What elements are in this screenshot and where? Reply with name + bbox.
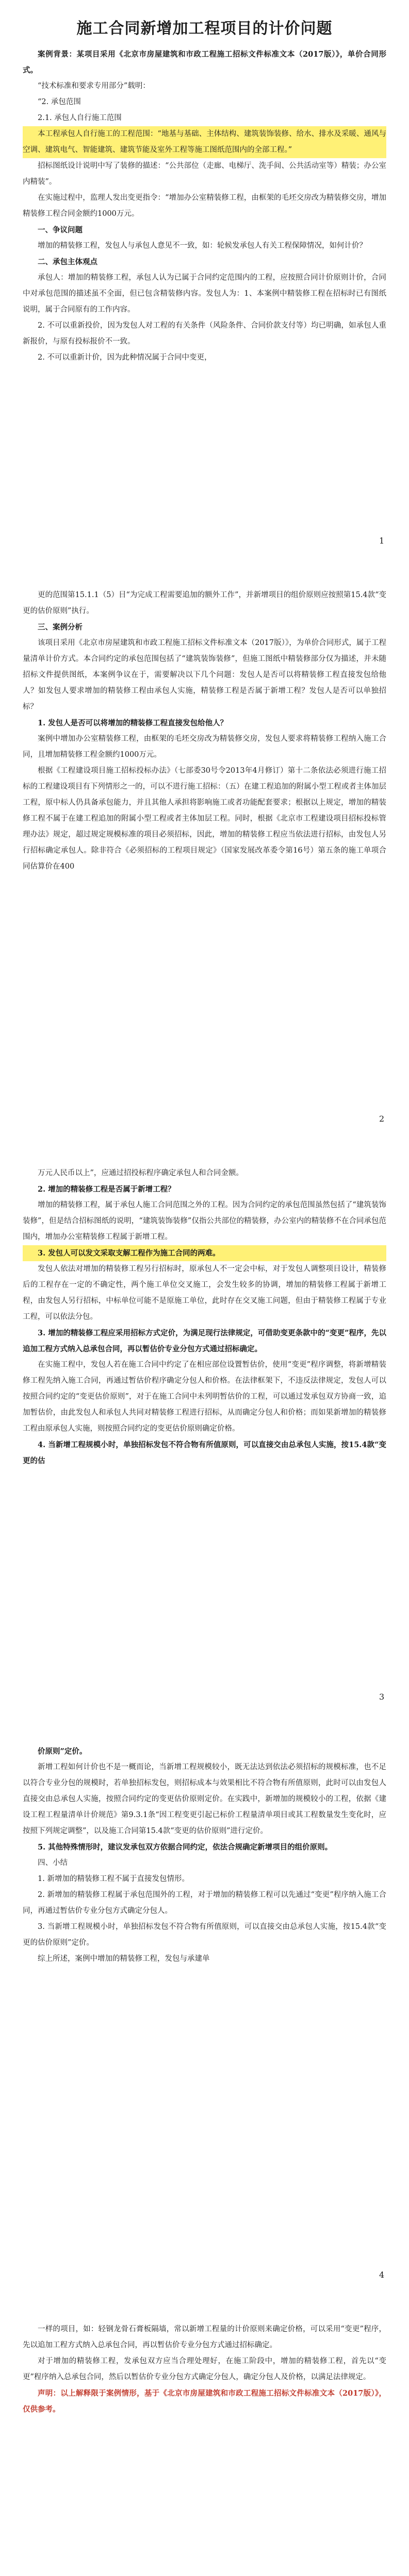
page3-body <box>23 1165 386 1469</box>
paragraph: 增加的精装修工程，属于承包人施工合同范围之外的工程。因为合同约定的承包范围虽然包括了“建筑装饰装修”，但是结合招标图纸的说明，“建筑装饰装修”仅指公共部位的精装修，办公室内的精装修不在合同承包范围内，增加办公室精装修工程属于新增工程。 <box>23 1201 386 1241</box>
paragraph: 案例背景：某项目采用《北京市房屋建筑和市政工程施工招标文件标准文本（2017版）》，单价合同形式。 <box>23 50 386 75</box>
paragraph: 2.1. 承包人自行施工范围 <box>38 114 122 122</box>
page-2 <box>0 578 409 1134</box>
page-1 <box>0 0 409 556</box>
paragraph: 承包人：增加的精装修工程，承包人认为已属于合同约定范围内的工程，应按照合同计价原则计价，合同中对承包范围的描述虽不全面，但已包含精装修内容。发包人为：1、本案例中精装修工程在招标时已有图纸说明，属于合同原有的工作内容。 <box>23 274 386 314</box>
paragraph: 三、案例分析 <box>38 623 83 632</box>
page-number: 2 <box>379 1114 385 1124</box>
paragraph: 声明：以上解释限于案例情形，基于《北京市房屋建筑和市政工程施工招标文件标准文本（2017版）》，仅供参考。 <box>23 2389 386 2414</box>
paragraph: 2. 增加的精装修工程是否属于新增工程？ <box>38 1185 175 1194</box>
paragraph: 招标图纸设计说明中写了装修的描述：“公共部位（走廊、电梯厅、洗手间、公共活动室等）精装；办公室内精装”。 <box>23 162 386 186</box>
paragraph: 案例中增加办公室精装修工程，由框架的毛坯交房改为精装修交房，发包人要求将精装修工程纳入施工合同，且增加精装修工程金额约1000万元。 <box>23 735 386 759</box>
paragraph: 2. 不可以重新投价，因为发包人对工程的有关条件（风险条件、合同价款支付等）均已明确，如承包人重新报价，与原有投标报价不一致。 <box>23 321 386 346</box>
paragraph: 4. 当新增工程规模小时，单独招标发包不符合物有所值原则，可以直接交由总承包人实施，按15.4款“变更的估 <box>23 1440 386 1465</box>
paragraph: 对于增加的精装修工程，发承包双方应当合理处理好，在施工阶段中，增加的精装修工程，首先以“变更”程序纳入总承包合同，然后以暂估价专业分包方式确定分包人，确定分包人及价格，以满足法律规定。 <box>23 2357 386 2381</box>
paragraph: 1. 新增加的精装修工程不属于直接发包情形。 <box>38 1875 189 1883</box>
paragraph: 一样的项目，如：轻钢龙骨石膏板隔墙，常以新增工程量的计价原则来确定价格，可以采用“变更”程序，先以追加工程方式纳入总承包合同，再以暂估价专业分包方式通过招标确定。 <box>23 2325 386 2349</box>
paragraph: 综上所述，案例中增加的精装修工程，发包与承建单 <box>38 1955 210 1963</box>
paragraph: “技术标准和要求专用部分”载明： <box>38 82 150 90</box>
paragraph: 3. 当新增工程规模小时，单独招标发包不符合物有所值原则，可以直接交由总承包人实施，按15.4款“变更的估价原则”定价。 <box>23 1923 386 1947</box>
paragraph: 1. 发包人是否可以将增加的精装修工程直接发包给他人？ <box>38 719 228 727</box>
paragraph: 在实施工程中，发包人若在施工合同中约定了在相应部位设置暂估价，使用“变更”程序调整，将新增精装修工程先纳入施工合同，再通过暂估价程序确定分包人和价格。在法律框架下，不违反法律规定，发包人可以按照合同约定的“变更估价原则”，对于在施工合同中未列明暂估价的工程，可以通过发承包双方协商一致，追加暂估价，由此发包人和承包人共同对精装修工程进行招标，从而确定分包人和价格；而如果新增加的精装修工程由原承包人实施，则按照合同约定的变更估价原则确定价格。 <box>23 1361 386 1433</box>
paragraph: 根据《工程建设项目施工招标投标办法》（七部委30号令2013年4月修订）第十二条依法必须进行施工招标的工程建设项目有下列情形之一的，可以不进行施工招标：（五）在建工程追加的附属小型工程或者主体加层工程，原中标人仍具备承包能力，并且其他人承担将影响施工或者功能配套要求；根据以上规定，增加的精装修工程不属于在建工程追加的附属小型工程或者主体加层工程。同时，根据《北京市工程建设项目招标投标管理办法》规定，超过规定规模标准的项目必须招标，因此，增加的精装修工程应当依法进行招标，由发包人另行招标确定承包人。除非符合《必须招标的工程项目规定》（国家发展改革委令第16号）第五条的施工单项合同估算价在400 <box>23 767 386 871</box>
page-number: 3 <box>379 1692 385 1702</box>
paragraph: 四、小结 <box>38 1859 68 1867</box>
page-number: 4 <box>379 2270 385 2280</box>
paragraph: 发包人依法对增加的精装修工程另行招标时，原承包人不一定会中标，对于发包人调整项目设计，精装修后的工程存在一定的不确定性，两个施工单位交叉施工，会发生较多的协调，增加的精装修工程属于新增工程，由发包人另行招标，中标单位可能不是原施工单位，此时存在交叉施工问题，但由于精装修工程属于专业工程，可以依法分包。 <box>23 1265 386 1321</box>
paragraph: 2. 新增加的精装修工程属于承包范围外的工程，对于增加的精装修工程可以先通过“变更”程序纳入施工合同，再通过暂估价专业分包方式确定分包人。 <box>23 1891 386 1915</box>
paragraph: 5. 其他特殊情形时，建议发承包双方依据合同约定，依法合规确定新增项目的组价原则。 <box>38 1843 333 1852</box>
paragraph: 新增工程如何计价也不是一概而论，当新增工程规模较小，既无法达到依法必须招标的规模标准，也不足以符合专业分包的规模时，若单独招标发包，则招标成本与效果相比不符合物有所值原则，此时可以由发包人直接交由总承包人实施，按照合同约定的变更估价原则定价。在实践中，新增加的规模较小的工程，依据《建设工程工程量清单计价规范》第9.3.1条“因工程变更引起已标价工程量清单项目或其工程数量发生变化时，应按照下列规定调整”，以及施工合同第15.4款“变更的估价原则”进行定价。 <box>23 1763 386 1835</box>
page-5 <box>0 2312 409 2576</box>
paragraph: 3. 增加的精装修工程应采用招标方式定价，为满足现行法律规定，可借助变更条款中的“变更”程序，先以追加工程方式纳入总承包合同，再以暂估价专业分包方式通过招标确定。 <box>23 1329 386 1353</box>
paragraph: 该项目采用《北京市房屋建筑和市政工程施工招标文件标准文本（2017版）》，为单价合同形式，属于工程量清单计价方式。本合同约定的承包范围包括了“建筑装饰装修”，但施工图纸中精装修部分仅为描述，并未随招标文件提供图纸，本案例争议在于，需要解决以下几个问题：发包人是否可以将精装修工程直接发包给他人？如发包人要求增加的精装修工程由承包人实施，精装修工程是否属于新增工程？发包人是否可以单独招标？ <box>23 639 386 711</box>
paragraph: 价原则”定价。 <box>38 1747 87 1756</box>
paragraph: 本工程承包人自行施工的工程范围：“地基与基础、主体结构、建筑装饰装修、给水、排水及采暖、通风与空调、建筑电气、智能建筑、建筑节能及室外工程等施工图纸范围内的全部工程。” <box>23 126 386 158</box>
paragraph: 在实施过程中，监理人发出变更指令：“增加办公室精装修工程，由框架的毛坯交房改为精装修交房，增加精装修工程合同金额约1000万元。 <box>23 194 386 218</box>
paragraph: “2. 承包范围 <box>38 98 81 106</box>
page2-body <box>23 587 386 875</box>
paragraph: 更的范围第15.1.1（5）目“为完成工程需要追加的额外工作”，并新增项目的组价原则应按照第15.4款“变更的估价原则”执行。 <box>23 591 386 615</box>
paragraph: 2. 不可以重新计价，因为此种情况属于合同中变更， <box>38 353 212 362</box>
page-3 <box>0 1156 409 1713</box>
page5-body <box>23 2321 386 2417</box>
paragraph: 一、争议问题 <box>38 226 83 234</box>
page-4 <box>0 1734 409 2291</box>
page4-body <box>23 1743 386 1967</box>
page-number: 1 <box>379 536 385 546</box>
paragraph: 二、承包主体观点 <box>38 258 97 266</box>
paragraph: 3. 发包人可以发文采取支解工程作为施工合同的两难。 <box>23 1245 386 1261</box>
page1-body <box>23 46 386 366</box>
document-title: 施工合同新增加工程项目的计价问题 <box>76 20 333 38</box>
paragraph: 增加的精装修工程，发包人与承包人意见不一致，如：轮候发承包人有关工程保障情况，如何计价？ <box>38 242 367 250</box>
paragraph: 万元人民币以上”，应通过招投标程序确定承包人和合同金额。 <box>38 1169 243 1177</box>
